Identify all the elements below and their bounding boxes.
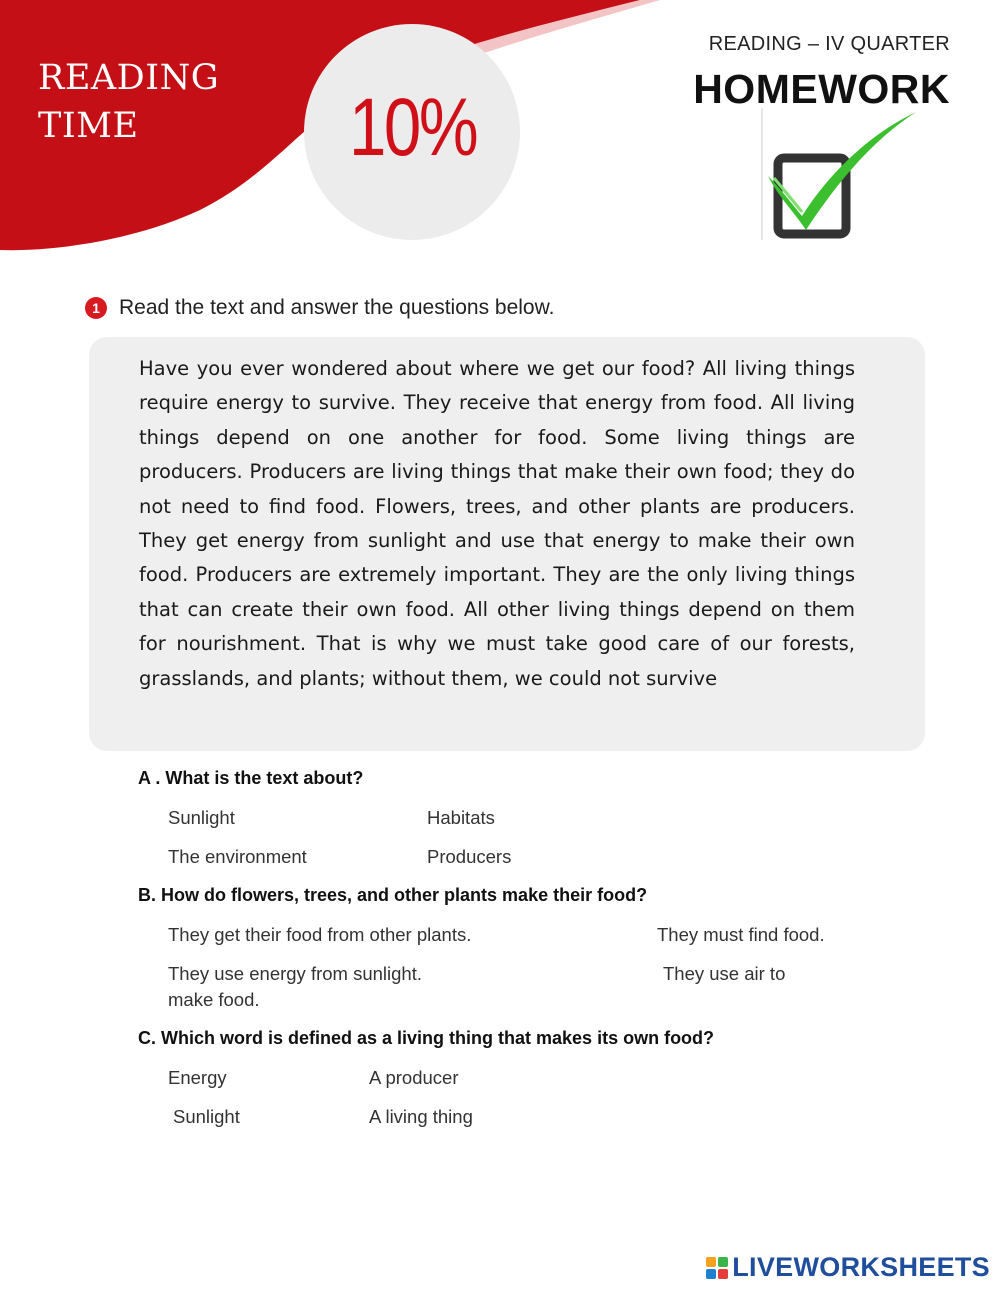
question-a-option[interactable]: The environment <box>168 846 307 867</box>
passage-box <box>89 337 925 751</box>
score-value: 10% <box>349 82 477 173</box>
banner-title-line2: TIME <box>38 106 139 146</box>
question-a-option[interactable]: Producers <box>427 846 512 867</box>
question-b-option[interactable]: They must find food. <box>657 924 825 945</box>
banner-title-line1: READING <box>38 58 220 98</box>
liveworksheets-logo <box>706 1252 990 1283</box>
homework-title: HOMEWORK <box>693 66 950 112</box>
instruction <box>85 296 554 320</box>
question-a-option[interactable]: Sunlight <box>168 807 235 828</box>
quarter-label: READING – IV QUARTER <box>708 33 950 55</box>
question-c-option[interactable]: Energy <box>168 1067 227 1088</box>
logo-mark-icon <box>706 1257 728 1279</box>
question-c-option[interactable]: A living thing <box>369 1106 473 1127</box>
question-b-option[interactable]: They use air to <box>663 963 786 984</box>
instruction-text: Read the text and answer the questions below. <box>119 296 555 319</box>
question-b-option-continued[interactable]: make food. <box>168 989 260 1010</box>
passage-text: Have you ever wondered about where we get our food? All living things require energy to survive. They receive that energy from food. All living things depend on one another for food. Some living things are producers. Producers are living things that make their own food; they do not need to find food. Flowers, trees, and other plants are producers. They get energy from sunlight and use that energy to make their own food. Producers are extremely important. They are the only living things that can create their own food. All other living things depend on them for nourishment. That is why we must take good care of our forests, grasslands, and plants; without them, we could not survive <box>139 357 855 690</box>
checkbox-checkmark-icon <box>760 108 920 248</box>
question-b-option[interactable]: They get their food from other plants. <box>168 924 472 945</box>
question-a-option[interactable]: Habitats <box>427 807 495 828</box>
banner-title <box>38 54 258 150</box>
score-circle <box>304 24 520 240</box>
question-c-option[interactable]: A producer <box>369 1067 459 1088</box>
instruction-number-badge: 1 <box>85 297 107 319</box>
question-b-option[interactable]: They use energy from sunlight. <box>168 963 422 984</box>
question-a-prompt: A . What is the text about? <box>138 768 364 788</box>
question-c-prompt: C. Which word is defined as a living thing that makes its own food? <box>138 1028 715 1048</box>
logo-text: LIVEWORKSHEETS <box>732 1252 990 1282</box>
question-c-option[interactable]: Sunlight <box>173 1106 240 1127</box>
question-b-prompt: B. How do flowers, trees, and other plants make their food? <box>138 885 648 905</box>
